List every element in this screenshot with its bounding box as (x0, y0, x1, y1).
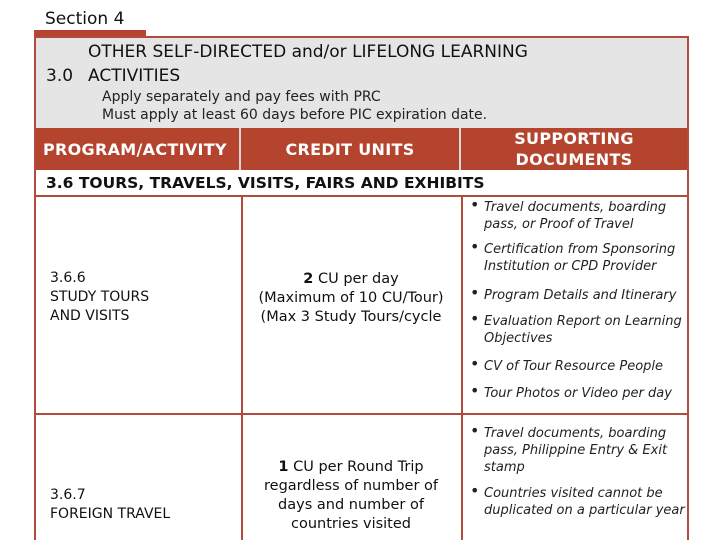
column-divider (461, 197, 463, 413)
credit-cell (244, 458, 458, 534)
note-line-2: Must apply at least 60 days before PIC expiration date. (102, 107, 488, 123)
category-subheading (36, 170, 687, 197)
credit-line-4: countries visited (291, 516, 411, 532)
credit-cell (244, 270, 458, 327)
program-code: 3.6.6 (50, 270, 86, 286)
docs-header-line-2: DOCUMENTS (515, 150, 633, 169)
title-line-1: OTHER SELF-DIRECTED and/or LIFELONG LEARNING (88, 42, 528, 62)
requirements-table (34, 36, 689, 540)
column-header-credit: CREDIT UNITS (241, 128, 461, 170)
program-name-line-1: STUDY TOURS (50, 289, 150, 305)
credit-line-2: regardless of number of (264, 478, 438, 494)
subheading-text: 3.6 TOURS, TRAVELS, VISITS, FAIRS AND EXHIBITS (46, 174, 485, 192)
column-header-program: PROGRAM/ACTIVITY (36, 128, 241, 170)
table-row (36, 197, 687, 415)
credit-line-2: (Maximum of 10 CU/Tour) (258, 290, 444, 306)
document-item: • Travel documents, boarding pass, or Proof of Travel (466, 199, 686, 233)
document-item: • Program Details and Itinerary (466, 287, 686, 304)
credit-unit-text: CU per Round Trip (288, 459, 424, 475)
credit-line-1 (244, 270, 458, 289)
column-divider (461, 415, 463, 540)
column-header-row (36, 128, 687, 170)
document-item: • Countries visited cannot be duplicated on a particular year (466, 485, 686, 519)
credit-line-3: (Max 3 Study Tours/cycle (260, 309, 442, 325)
credit-value: 2 (303, 271, 314, 287)
document-item: • Tour Photos or Video per day (466, 385, 686, 402)
credit-unit-text: CU per day (313, 271, 399, 287)
docs-header-line-1: SUPPORTING (514, 129, 634, 148)
program-name-line-1: FOREIGN TRAVEL (50, 506, 171, 522)
header-area (36, 38, 687, 128)
credit-line-1 (244, 458, 458, 477)
credit-value: 1 (278, 459, 289, 475)
program-cell (50, 486, 235, 524)
table-row (36, 415, 687, 540)
document-item: • Certification from Sponsoring Institution or CPD Provider (466, 241, 686, 275)
page-title (88, 40, 648, 88)
program-code: 3.6.7 (50, 487, 86, 503)
section-label: Section 4 (45, 9, 125, 29)
column-header-docs (461, 128, 687, 170)
credit-line-3: days and number of (278, 497, 424, 513)
document-item: • CV of Tour Resource People (466, 358, 686, 375)
program-cell (50, 269, 235, 326)
note-line-1: Apply separately and pay fees with PRC (102, 89, 381, 105)
document-item: • Evaluation Report on Learning Objectives (466, 313, 686, 347)
title-line-2: ACTIVITIES (88, 66, 181, 86)
column-divider (241, 197, 243, 413)
document-item: • Travel documents, boarding pass, Philippine Entry & Exit stamp (466, 425, 686, 476)
title-number: 3.0 (46, 66, 74, 86)
header-note (102, 88, 487, 124)
column-divider (241, 415, 243, 540)
program-name-line-2: AND VISITS (50, 308, 130, 324)
